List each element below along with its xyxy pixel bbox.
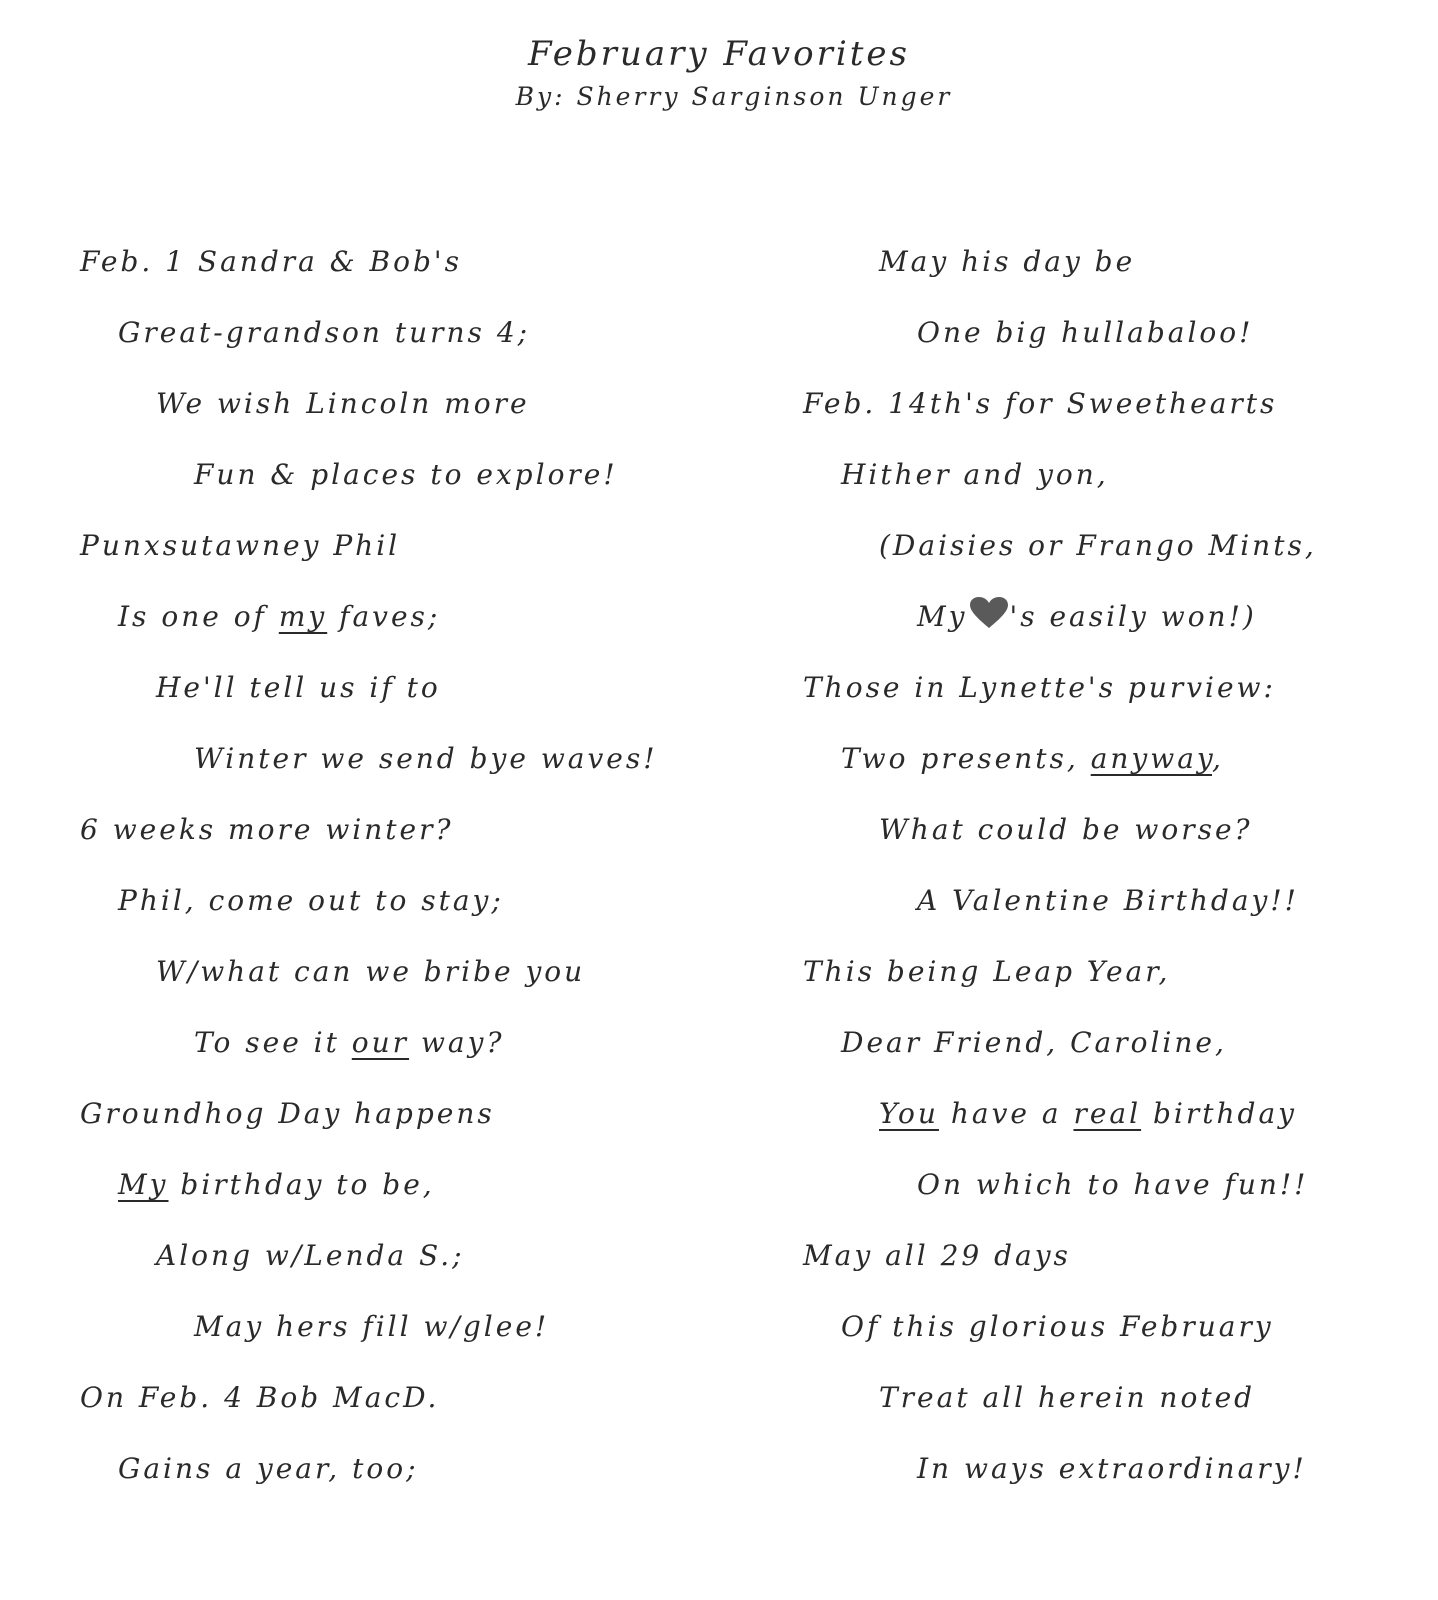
poem-line bbox=[80, 877, 658, 948]
line-text: Two presents, bbox=[841, 742, 1091, 775]
poem-line bbox=[803, 1090, 1317, 1161]
line-text: Gains a year, too; bbox=[118, 1452, 419, 1485]
poem-line bbox=[803, 735, 1317, 806]
line-text: Those in Lynette's purview: bbox=[803, 671, 1276, 704]
poem-line bbox=[803, 522, 1317, 593]
poem-line bbox=[803, 1374, 1317, 1445]
line-text: Punxsutawney Phil bbox=[80, 529, 401, 562]
line-text: He'll tell us if to bbox=[156, 671, 441, 704]
heart-icon bbox=[969, 596, 1009, 630]
line-text: way? bbox=[409, 1026, 505, 1059]
line-text: 's easily won!) bbox=[1009, 600, 1257, 633]
poem-title: February Favorites bbox=[528, 34, 910, 74]
underlined-text: real bbox=[1073, 1097, 1142, 1130]
underlined-text: my bbox=[278, 600, 328, 633]
poem-byline: By: Sherry Sarginson Unger bbox=[515, 82, 953, 111]
line-text: Hither and yon, bbox=[841, 458, 1109, 491]
line-text: Fun & places to explore! bbox=[194, 458, 618, 491]
line-text: Phil, come out to stay; bbox=[118, 884, 504, 917]
poem-line bbox=[803, 380, 1317, 451]
poem-line bbox=[803, 1161, 1317, 1232]
line-text: On Feb. 4 Bob MacD. bbox=[80, 1381, 440, 1414]
line-text: Winter we send bye waves! bbox=[194, 742, 658, 775]
poem-line bbox=[80, 451, 658, 522]
line-text: (Daisies or Frango Mints, bbox=[879, 529, 1317, 562]
poem-line bbox=[80, 948, 658, 1019]
poem-line bbox=[803, 451, 1317, 522]
line-text: Feb. 14th's for Sweethearts bbox=[803, 387, 1278, 420]
line-text: May all 29 days bbox=[803, 1239, 1071, 1272]
poem-line bbox=[803, 309, 1317, 380]
line-text: My bbox=[917, 600, 968, 633]
line-text: Dear Friend, Caroline, bbox=[841, 1026, 1227, 1059]
line-text: 6 weeks more winter? bbox=[80, 813, 454, 846]
left-column bbox=[80, 238, 658, 1516]
line-text: birthday to be, bbox=[168, 1168, 435, 1201]
underlined-text: our bbox=[351, 1026, 410, 1059]
poem-line bbox=[803, 806, 1317, 877]
poem-line bbox=[80, 380, 658, 451]
poem-line bbox=[80, 1232, 658, 1303]
line-text: What could be worse? bbox=[879, 813, 1253, 846]
poem-line bbox=[803, 1232, 1317, 1303]
underlined-text: My bbox=[118, 1168, 169, 1201]
line-text: In ways extraordinary! bbox=[917, 1452, 1307, 1485]
poem-line bbox=[80, 309, 658, 380]
poem-line bbox=[803, 1445, 1317, 1516]
line-text: This being Leap Year, bbox=[803, 955, 1171, 988]
poem-line bbox=[80, 1374, 658, 1445]
poem-line bbox=[80, 1303, 658, 1374]
line-text: We wish Lincoln more bbox=[156, 387, 530, 420]
line-text: Is one of bbox=[118, 600, 279, 633]
line-text: A Valentine Birthday!! bbox=[917, 884, 1299, 917]
poem-line bbox=[80, 664, 658, 735]
poem-line bbox=[803, 1019, 1317, 1090]
line-text: Feb. 1 Sandra & Bob's bbox=[80, 245, 462, 278]
line-text: birthday bbox=[1141, 1097, 1297, 1130]
line-text: May hers fill w/glee! bbox=[194, 1310, 550, 1343]
line-text: , bbox=[1212, 742, 1224, 775]
line-text: W/what can we bribe you bbox=[156, 955, 586, 988]
line-text: Great-grandson turns 4; bbox=[118, 316, 531, 349]
line-text: To see it bbox=[194, 1026, 352, 1059]
line-text: May his day be bbox=[879, 245, 1136, 278]
poem-line bbox=[80, 1445, 658, 1516]
poem-line bbox=[80, 522, 658, 593]
poem-line bbox=[80, 806, 658, 877]
line-text: Groundhog Day happens bbox=[80, 1097, 495, 1130]
poem-line bbox=[803, 593, 1317, 664]
line-text: have a bbox=[938, 1097, 1074, 1130]
poem-line bbox=[80, 238, 658, 309]
underlined-text: You bbox=[879, 1097, 939, 1130]
line-text: One big hullabaloo! bbox=[917, 316, 1254, 349]
poem-line bbox=[80, 1090, 658, 1161]
right-column bbox=[803, 238, 1317, 1516]
poem-line bbox=[80, 593, 658, 664]
poem-line bbox=[803, 948, 1317, 1019]
poem-line bbox=[803, 238, 1317, 309]
poem-header bbox=[0, 30, 1438, 116]
poem-line bbox=[803, 664, 1317, 735]
poem-line bbox=[80, 735, 658, 806]
line-text: On which to have fun!! bbox=[917, 1168, 1309, 1201]
poem-line bbox=[803, 877, 1317, 948]
poem-line bbox=[80, 1019, 658, 1090]
poem-line bbox=[80, 1161, 658, 1232]
poem-line bbox=[803, 1303, 1317, 1374]
line-text: Along w/Lenda S.; bbox=[156, 1239, 465, 1272]
line-text: Treat all herein noted bbox=[879, 1381, 1256, 1414]
underlined-text: anyway bbox=[1090, 742, 1212, 775]
line-text: Of this glorious February bbox=[841, 1310, 1274, 1343]
line-text: faves; bbox=[327, 600, 441, 633]
